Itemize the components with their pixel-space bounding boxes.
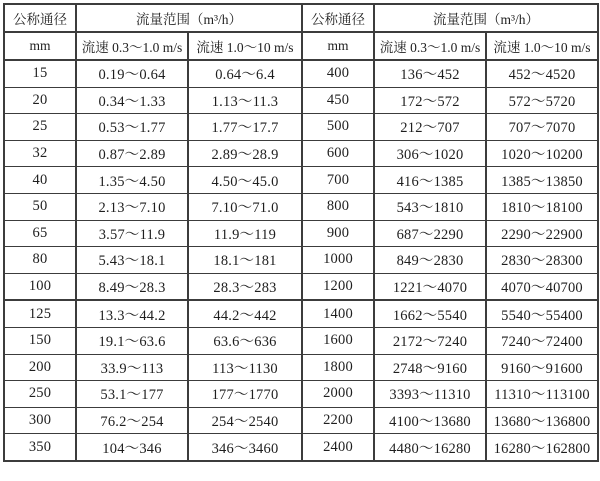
table-row <box>4 434 598 461</box>
flow-range-cell: 4.50～45.0 <box>188 167 302 194</box>
flow-range-cell: 1020～10200 <box>486 140 598 167</box>
flow-range-cell: 16280～162800 <box>486 434 598 461</box>
diameter-header-left: 公称通径 <box>4 4 76 32</box>
flow-range-cell: 113～1130 <box>188 354 302 381</box>
dn-cell: 400 <box>302 60 374 87</box>
table-row <box>4 327 598 354</box>
velocity-high-header-right: 流速 1.0～10 m/s <box>486 32 598 60</box>
flow-range-cell: 63.6～636 <box>188 327 302 354</box>
table-row <box>4 167 598 194</box>
flow-range-cell: 4100～13680 <box>374 407 486 434</box>
dn-cell: 25 <box>4 114 76 141</box>
flow-range-cell: 2830～28300 <box>486 247 598 274</box>
flow-range-cell: 1.77～17.7 <box>188 114 302 141</box>
flow-range-cell: 13.3～44.2 <box>76 300 188 327</box>
dn-cell: 450 <box>302 87 374 114</box>
table-row <box>4 193 598 220</box>
dn-cell: 500 <box>302 114 374 141</box>
velocity-low-header-left: 流速 0.3～1.0 m/s <box>76 32 188 60</box>
flow-range-cell: 3393～11310 <box>374 381 486 408</box>
flow-range-cell: 254～2540 <box>188 407 302 434</box>
dn-cell: 20 <box>4 87 76 114</box>
dn-cell: 300 <box>4 407 76 434</box>
dn-cell: 700 <box>302 167 374 194</box>
flow-range-cell: 11310～113100 <box>486 381 598 408</box>
flow-range-cell: 172～572 <box>374 87 486 114</box>
flow-range-cell: 572～5720 <box>486 87 598 114</box>
flow-range-cell: 1.35～4.50 <box>76 167 188 194</box>
unit-header-right: mm <box>302 32 374 60</box>
dn-cell: 250 <box>4 381 76 408</box>
flow-range-cell: 4480～16280 <box>374 434 486 461</box>
table-row <box>4 87 598 114</box>
dn-cell: 80 <box>4 247 76 274</box>
flow-range-cell: 19.1～63.6 <box>76 327 188 354</box>
table-row <box>4 220 598 247</box>
flow-range-cell: 2.89～28.9 <box>188 140 302 167</box>
table-row <box>4 273 598 300</box>
flow-range-cell: 104～346 <box>76 434 188 461</box>
flow-range-cell: 2172～7240 <box>374 327 486 354</box>
dn-cell: 32 <box>4 140 76 167</box>
table-row <box>4 140 598 167</box>
flow-range-cell: 2290～22900 <box>486 220 598 247</box>
dn-cell: 600 <box>302 140 374 167</box>
flow-range-cell: 0.64～6.4 <box>188 60 302 87</box>
table-row <box>4 60 598 87</box>
flow-range-cell: 707～7070 <box>486 114 598 141</box>
velocity-low-header-right: 流速 0.3～1.0 m/s <box>374 32 486 60</box>
table-row <box>4 407 598 434</box>
flow-range-cell: 1662～5540 <box>374 300 486 327</box>
dn-cell: 350 <box>4 434 76 461</box>
flow-range-cell: 136～452 <box>374 60 486 87</box>
header-row-2 <box>4 32 598 60</box>
table-row <box>4 247 598 274</box>
dn-cell: 50 <box>4 193 76 220</box>
dn-cell: 1200 <box>302 273 374 300</box>
flow-range-cell: 9160～91600 <box>486 354 598 381</box>
dn-cell: 15 <box>4 60 76 87</box>
unit-header-left: mm <box>4 32 76 60</box>
flow-range-cell: 11.9～119 <box>188 220 302 247</box>
flow-range-cell: 7.10～71.0 <box>188 193 302 220</box>
diameter-header-right: 公称通径 <box>302 4 374 32</box>
flow-range-cell: 18.1～181 <box>188 247 302 274</box>
dn-cell: 1600 <box>302 327 374 354</box>
flow-range-cell: 1810～18100 <box>486 193 598 220</box>
flow-range-cell: 1.13～11.3 <box>188 87 302 114</box>
dn-cell: 1800 <box>302 354 374 381</box>
dn-cell: 1000 <box>302 247 374 274</box>
flow-range-cell: 2748～9160 <box>374 354 486 381</box>
dn-cell: 65 <box>4 220 76 247</box>
flow-range-cell: 5.43～18.1 <box>76 247 188 274</box>
flow-range-cell: 3.57～11.9 <box>76 220 188 247</box>
flow-range-cell: 44.2～442 <box>188 300 302 327</box>
flow-range-cell: 0.53～1.77 <box>76 114 188 141</box>
flow-range-cell: 1385～13850 <box>486 167 598 194</box>
flow-range-header-left: 流量范围（m³/h） <box>76 4 302 32</box>
table-row <box>4 114 598 141</box>
header-row-1 <box>4 4 598 32</box>
flow-range-cell: 0.87～2.89 <box>76 140 188 167</box>
flow-range-cell: 5540～55400 <box>486 300 598 327</box>
dn-cell: 125 <box>4 300 76 327</box>
flow-range-cell: 8.49～28.3 <box>76 273 188 300</box>
dn-cell: 100 <box>4 273 76 300</box>
table-row <box>4 381 598 408</box>
flow-range-cell: 53.1～177 <box>76 381 188 408</box>
flow-range-cell: 4070～40700 <box>486 273 598 300</box>
flow-range-cell: 849～2830 <box>374 247 486 274</box>
table-body <box>4 60 598 461</box>
dn-cell: 800 <box>302 193 374 220</box>
flow-range-cell: 452～4520 <box>486 60 598 87</box>
table-row <box>4 300 598 327</box>
flow-range-cell: 416～1385 <box>374 167 486 194</box>
dn-cell: 2200 <box>302 407 374 434</box>
dn-cell: 900 <box>302 220 374 247</box>
flow-range-cell: 306～1020 <box>374 140 486 167</box>
flow-range-cell: 13680～136800 <box>486 407 598 434</box>
dn-cell: 2000 <box>302 381 374 408</box>
flow-range-cell: 687～2290 <box>374 220 486 247</box>
flow-range-cell: 346～3460 <box>188 434 302 461</box>
flow-range-table <box>3 3 599 462</box>
flow-range-cell: 76.2～254 <box>76 407 188 434</box>
table-row <box>4 354 598 381</box>
flow-range-cell: 177～1770 <box>188 381 302 408</box>
flow-range-cell: 543～1810 <box>374 193 486 220</box>
flow-range-cell: 0.34～1.33 <box>76 87 188 114</box>
velocity-high-header-left: 流速 1.0～10 m/s <box>188 32 302 60</box>
table-header <box>4 4 598 60</box>
flow-range-cell: 0.19～0.64 <box>76 60 188 87</box>
flow-range-cell: 33.9～113 <box>76 354 188 381</box>
dn-cell: 1400 <box>302 300 374 327</box>
dn-cell: 200 <box>4 354 76 381</box>
flow-range-cell: 212～707 <box>374 114 486 141</box>
flow-range-header-right: 流量范围（m³/h） <box>374 4 598 32</box>
dn-cell: 150 <box>4 327 76 354</box>
flow-range-cell: 7240～72400 <box>486 327 598 354</box>
dn-cell: 40 <box>4 167 76 194</box>
dn-cell: 2400 <box>302 434 374 461</box>
flow-range-cell: 2.13～7.10 <box>76 193 188 220</box>
flow-range-cell: 1221～4070 <box>374 273 486 300</box>
flow-range-cell: 28.3～283 <box>188 273 302 300</box>
